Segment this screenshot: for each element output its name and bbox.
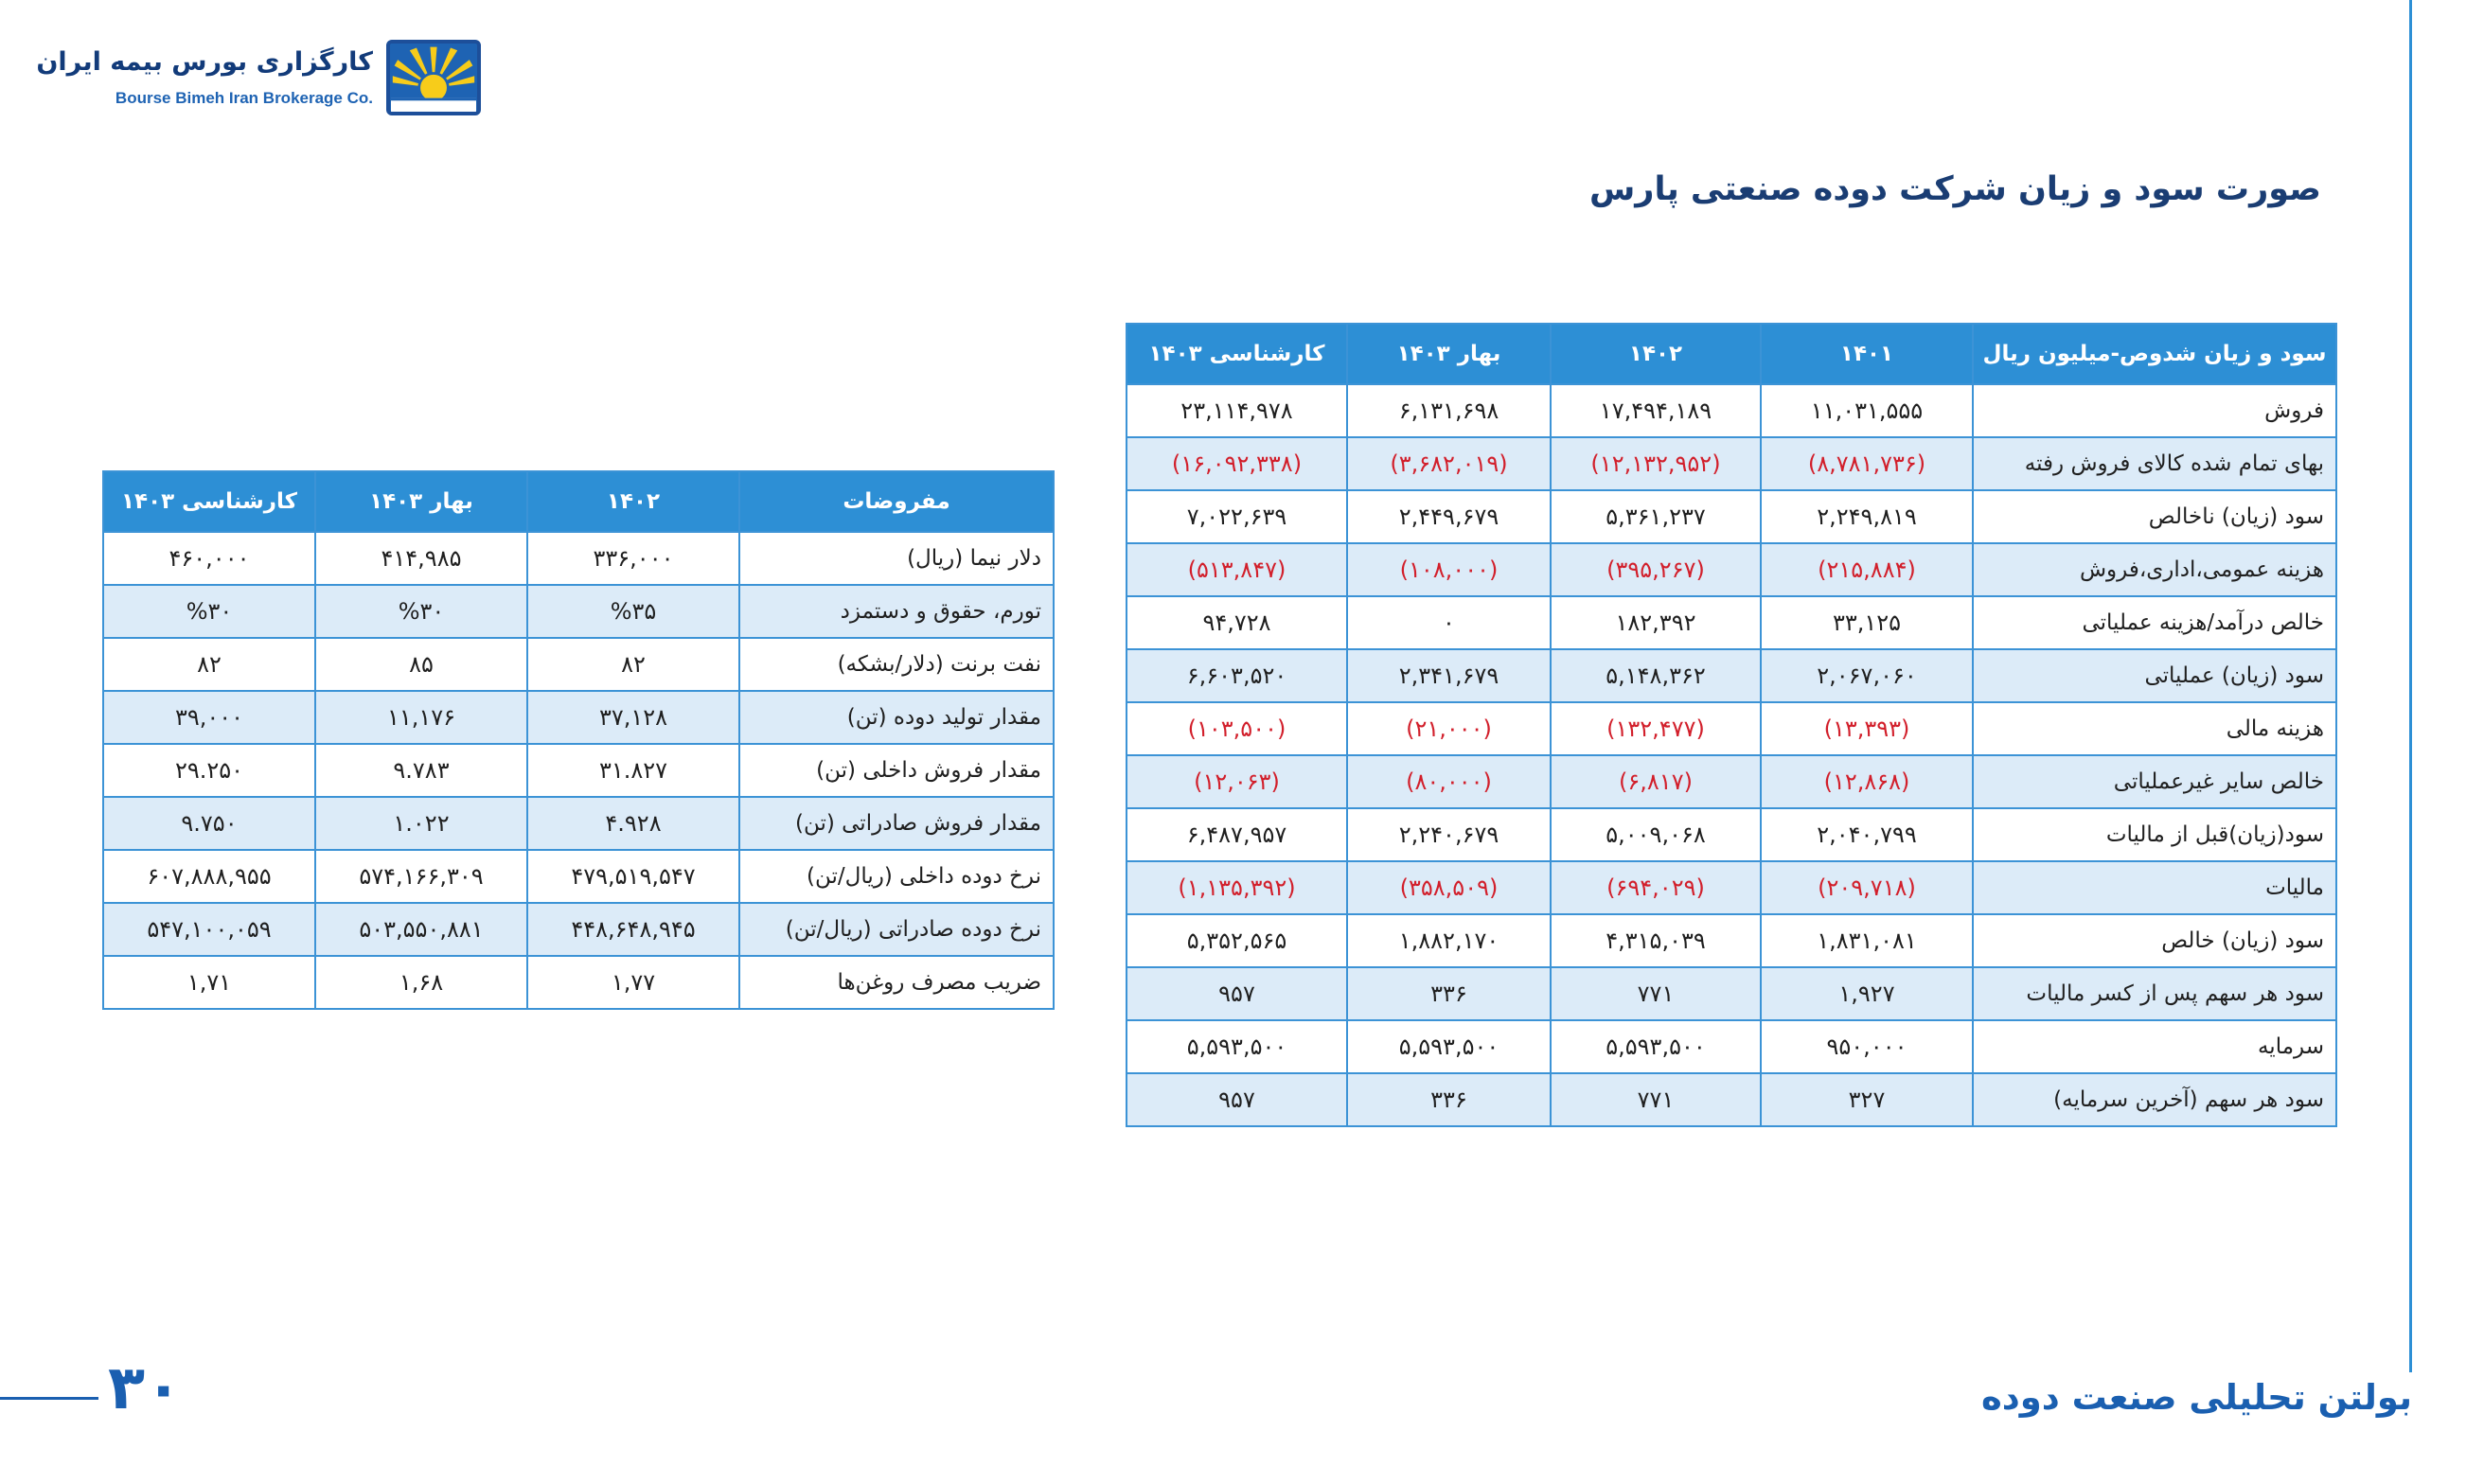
- table-cell: ۱۱,۰۳۱,۵۵۵: [1761, 384, 1973, 437]
- table-cell: ۲۹.۲۵۰: [103, 744, 315, 797]
- column-header: ۱۴۰۱: [1761, 324, 1973, 384]
- table-cell: ۵,۳۵۲,۵۶۵: [1127, 914, 1347, 967]
- row-label: سود (زیان) خالص: [1973, 914, 2336, 967]
- table-cell: (۲۰۹,۷۱۸): [1761, 861, 1973, 914]
- row-label: خالص سایر غیرعملیاتی: [1973, 755, 2336, 808]
- table-cell: %۳۰: [315, 585, 527, 638]
- table-row: [1127, 914, 2336, 967]
- column-header: ۱۴۰۲: [527, 471, 739, 532]
- table-cell: ۱۷,۴۹۴,۱۸۹: [1551, 384, 1761, 437]
- row-label: سود هر سهم (آخرین سرمایه): [1973, 1073, 2336, 1126]
- table-cell: ۳۳۶: [1347, 967, 1551, 1020]
- row-label: سود (زیان) عملیاتی: [1973, 649, 2336, 702]
- table-cell: ۶۰۷,۸۸۸,۹۵۵: [103, 850, 315, 903]
- assumptions-table-header: [103, 471, 1054, 532]
- row-label: هزینه مالی: [1973, 702, 2336, 755]
- table-cell: (۳,۶۸۲,۰۱۹): [1347, 437, 1551, 490]
- table-row: [103, 903, 1054, 956]
- row-label: بهای تمام شده کالای فروش رفته: [1973, 437, 2336, 490]
- table-cell: ۹۴,۷۲۸: [1127, 596, 1347, 649]
- column-header: مفروضات: [739, 471, 1054, 532]
- brand-name-fa: کارگزاری بورس بیمه ایران: [36, 47, 373, 77]
- table-cell: (۱۶,۰۹۲,۳۳۸): [1127, 437, 1347, 490]
- table-cell: ۶,۴۸۷,۹۵۷: [1127, 808, 1347, 861]
- table-cell: ۲,۳۴۱,۶۷۹: [1347, 649, 1551, 702]
- table-cell: ۳۳۶,۰۰۰: [527, 532, 739, 585]
- table-row: [1127, 702, 2336, 755]
- sun-logo-icon: [386, 40, 481, 115]
- table-cell: (۱۰۳,۵۰۰): [1127, 702, 1347, 755]
- table-row: [103, 744, 1054, 797]
- table-cell: (۱,۱۳۵,۳۹۲): [1127, 861, 1347, 914]
- table-cell: (۸۰,۰۰۰): [1347, 755, 1551, 808]
- table-cell: (۱۳,۳۹۳): [1761, 702, 1973, 755]
- table-cell: ۵,۰۰۹,۰۶۸: [1551, 808, 1761, 861]
- table-cell: (۶,۸۱۷): [1551, 755, 1761, 808]
- table-cell: (۱۲,۱۳۲,۹۵۲): [1551, 437, 1761, 490]
- table-cell: ۲,۴۴۹,۶۷۹: [1347, 490, 1551, 543]
- table-cell: ۲۳,۱۱۴,۹۷۸: [1127, 384, 1347, 437]
- row-label: سرمایه: [1973, 1020, 2336, 1073]
- table-cell: ۵,۵۹۳,۵۰۰: [1551, 1020, 1761, 1073]
- row-label: خالص درآمد/هزینه عملیاتی: [1973, 596, 2336, 649]
- column-header: کارشناسی ۱۴۰۳: [103, 471, 315, 532]
- table-cell: ۳۷,۱۲۸: [527, 691, 739, 744]
- table-cell: ۴۴۸,۶۴۸,۹۴۵: [527, 903, 739, 956]
- table-row: [103, 532, 1054, 585]
- table-cell: ۵,۵۹۳,۵۰۰: [1127, 1020, 1347, 1073]
- brand-name-en: Bourse Bimeh Iran Brokerage Co.: [115, 89, 373, 107]
- table-cell: ۹.۷۸۳: [315, 744, 527, 797]
- table-row: [1127, 543, 2336, 596]
- row-label: ضریب مصرف روغن‌ها: [739, 956, 1054, 1009]
- table-row: [1127, 967, 2336, 1020]
- row-label: تورم، حقوق و دستمزد: [739, 585, 1054, 638]
- table-cell: ۴.۹۲۸: [527, 797, 739, 850]
- table-row: [103, 797, 1054, 850]
- table-cell: (۶۹۴,۰۲۹): [1551, 861, 1761, 914]
- table-cell: ۱,۸۸۲,۱۷۰: [1347, 914, 1551, 967]
- table-cell: ۹۵۷: [1127, 967, 1347, 1020]
- table-cell: ۳۳,۱۲۵: [1761, 596, 1973, 649]
- income-table-header: [1127, 324, 2336, 384]
- row-label: نرخ دوده صادراتی (ریال/تن): [739, 903, 1054, 956]
- table-cell: ۳۳۶: [1347, 1073, 1551, 1126]
- row-label: نرخ دوده داخلی (ریال/تن): [739, 850, 1054, 903]
- table-cell: ۵,۳۶۱,۲۳۷: [1551, 490, 1761, 543]
- row-label: مقدار فروش داخلی (تن): [739, 744, 1054, 797]
- column-header: کارشناسی ۱۴۰۳: [1127, 324, 1347, 384]
- table-cell: ۷۷۱: [1551, 967, 1761, 1020]
- assumptions-table-body: [103, 532, 1054, 1009]
- table-cell: ۸۲: [103, 638, 315, 691]
- income-table-body: [1127, 384, 2336, 1126]
- row-label: دلار نیما (ریال): [739, 532, 1054, 585]
- table-cell: ۲,۲۴۰,۶۷۹: [1347, 808, 1551, 861]
- table-cell: (۳۵۸,۵۰۹): [1347, 861, 1551, 914]
- table-cell: (۳۹۵,۲۶۷): [1551, 543, 1761, 596]
- table-cell: (۸,۷۸۱,۷۳۶): [1761, 437, 1973, 490]
- table-cell: ۱,۸۳۱,۰۸۱: [1761, 914, 1973, 967]
- income-statement-table: [1126, 323, 2337, 1127]
- table-row: [1127, 1020, 2336, 1073]
- table-row: [103, 638, 1054, 691]
- table-cell: ۳۹,۰۰۰: [103, 691, 315, 744]
- table-cell: (۲۱۵,۸۸۴): [1761, 543, 1973, 596]
- table-row: [1127, 596, 2336, 649]
- table-cell: ۶,۶۰۳,۵۲۰: [1127, 649, 1347, 702]
- table-cell: ۵,۵۹۳,۵۰۰: [1347, 1020, 1551, 1073]
- table-cell: ۴,۳۱۵,۰۳۹: [1551, 914, 1761, 967]
- bulletin-title: بولتن تحلیلی صنعت دوده: [1980, 1377, 2412, 1418]
- table-cell: %۳۰: [103, 585, 315, 638]
- brand-logo: [36, 40, 481, 125]
- table-cell: ۵۰۳,۵۵۰,۸۸۱: [315, 903, 527, 956]
- table-row: [1127, 755, 2336, 808]
- table-cell: %۳۵: [527, 585, 739, 638]
- column-header: ۱۴۰۲: [1551, 324, 1761, 384]
- row-label: مالیات: [1973, 861, 2336, 914]
- table-cell: ۸۵: [315, 638, 527, 691]
- row-label: فروش: [1973, 384, 2336, 437]
- table-cell: (۵۱۳,۸۴۷): [1127, 543, 1347, 596]
- table-cell: ۵,۱۴۸,۳۶۲: [1551, 649, 1761, 702]
- table-row: [1127, 808, 2336, 861]
- table-row: [1127, 649, 2336, 702]
- table-cell: (۱۰۸,۰۰۰): [1347, 543, 1551, 596]
- table-cell: ۷۷۱: [1551, 1073, 1761, 1126]
- table-row: [1127, 490, 2336, 543]
- table-row: [103, 956, 1054, 1009]
- table-cell: ۱.۰۲۲: [315, 797, 527, 850]
- page-edge-rule: [2409, 0, 2412, 1372]
- table-cell: ۰: [1347, 596, 1551, 649]
- table-cell: (۱۳۲,۴۷۷): [1551, 702, 1761, 755]
- row-label: مقدار تولید دوده (تن): [739, 691, 1054, 744]
- table-row: [1127, 384, 2336, 437]
- table-cell: ۳۱.۸۲۷: [527, 744, 739, 797]
- column-header: سود و زیان شدوص-میلیون ریال: [1973, 324, 2336, 384]
- table-cell: ۴۱۴,۹۸۵: [315, 532, 527, 585]
- table-cell: ۳۲۷: [1761, 1073, 1973, 1126]
- column-header: بهار ۱۴۰۳: [315, 471, 527, 532]
- row-label: نفت برنت (دلار/بشکه): [739, 638, 1054, 691]
- page-number: ۳۰: [108, 1353, 183, 1423]
- table-cell: ۷,۰۲۲,۶۳۹: [1127, 490, 1347, 543]
- table-cell: ۹.۷۵۰: [103, 797, 315, 850]
- column-header: بهار ۱۴۰۳: [1347, 324, 1551, 384]
- table-cell: ۱۱,۱۷۶: [315, 691, 527, 744]
- table-row: [103, 850, 1054, 903]
- table-cell: ۵۴۷,۱۰۰,۰۵۹: [103, 903, 315, 956]
- table-cell: ۱,۷۱: [103, 956, 315, 1009]
- table-cell: ۲,۰۴۰,۷۹۹: [1761, 808, 1973, 861]
- table-row: [103, 691, 1054, 744]
- table-cell: ۱,۹۲۷: [1761, 967, 1973, 1020]
- table-row: [103, 585, 1054, 638]
- row-label: سود(زیان)قبل از مالیات: [1973, 808, 2336, 861]
- page-number-line: [0, 1397, 98, 1400]
- table-cell: (۲۱,۰۰۰): [1347, 702, 1551, 755]
- table-cell: ۵۷۴,۱۶۶,۳۰۹: [315, 850, 527, 903]
- row-label: مقدار فروش صادراتی (تن): [739, 797, 1054, 850]
- table-row: [1127, 437, 2336, 490]
- table-cell: ۲,۲۴۹,۸۱۹: [1761, 490, 1973, 543]
- table-cell: ۸۲: [527, 638, 739, 691]
- row-label: سود (زیان) ناخالص: [1973, 490, 2336, 543]
- table-cell: ۱۸۲,۳۹۲: [1551, 596, 1761, 649]
- table-cell: ۹۵۷: [1127, 1073, 1347, 1126]
- page-title: صورت سود و زیان شرکت دوده صنعتی پارس: [1589, 170, 2321, 208]
- table-row: [1127, 1073, 2336, 1126]
- table-row: [1127, 861, 2336, 914]
- table-cell: (۱۲,۰۶۳): [1127, 755, 1347, 808]
- table-cell: ۴۶۰,۰۰۰: [103, 532, 315, 585]
- table-cell: (۱۲,۸۶۸): [1761, 755, 1973, 808]
- table-cell: ۲,۰۶۷,۰۶۰: [1761, 649, 1973, 702]
- table-cell: ۱,۷۷: [527, 956, 739, 1009]
- table-cell: ۱,۶۸: [315, 956, 527, 1009]
- assumptions-table: [102, 470, 1055, 1010]
- table-cell: ۴۷۹,۵۱۹,۵۴۷: [527, 850, 739, 903]
- table-cell: ۶,۱۳۱,۶۹۸: [1347, 384, 1551, 437]
- row-label: سود هر سهم پس از کسر مالیات: [1973, 967, 2336, 1020]
- table-cell: ۹۵۰,۰۰۰: [1761, 1020, 1973, 1073]
- row-label: هزینه عمومی،اداری،فروش: [1973, 543, 2336, 596]
